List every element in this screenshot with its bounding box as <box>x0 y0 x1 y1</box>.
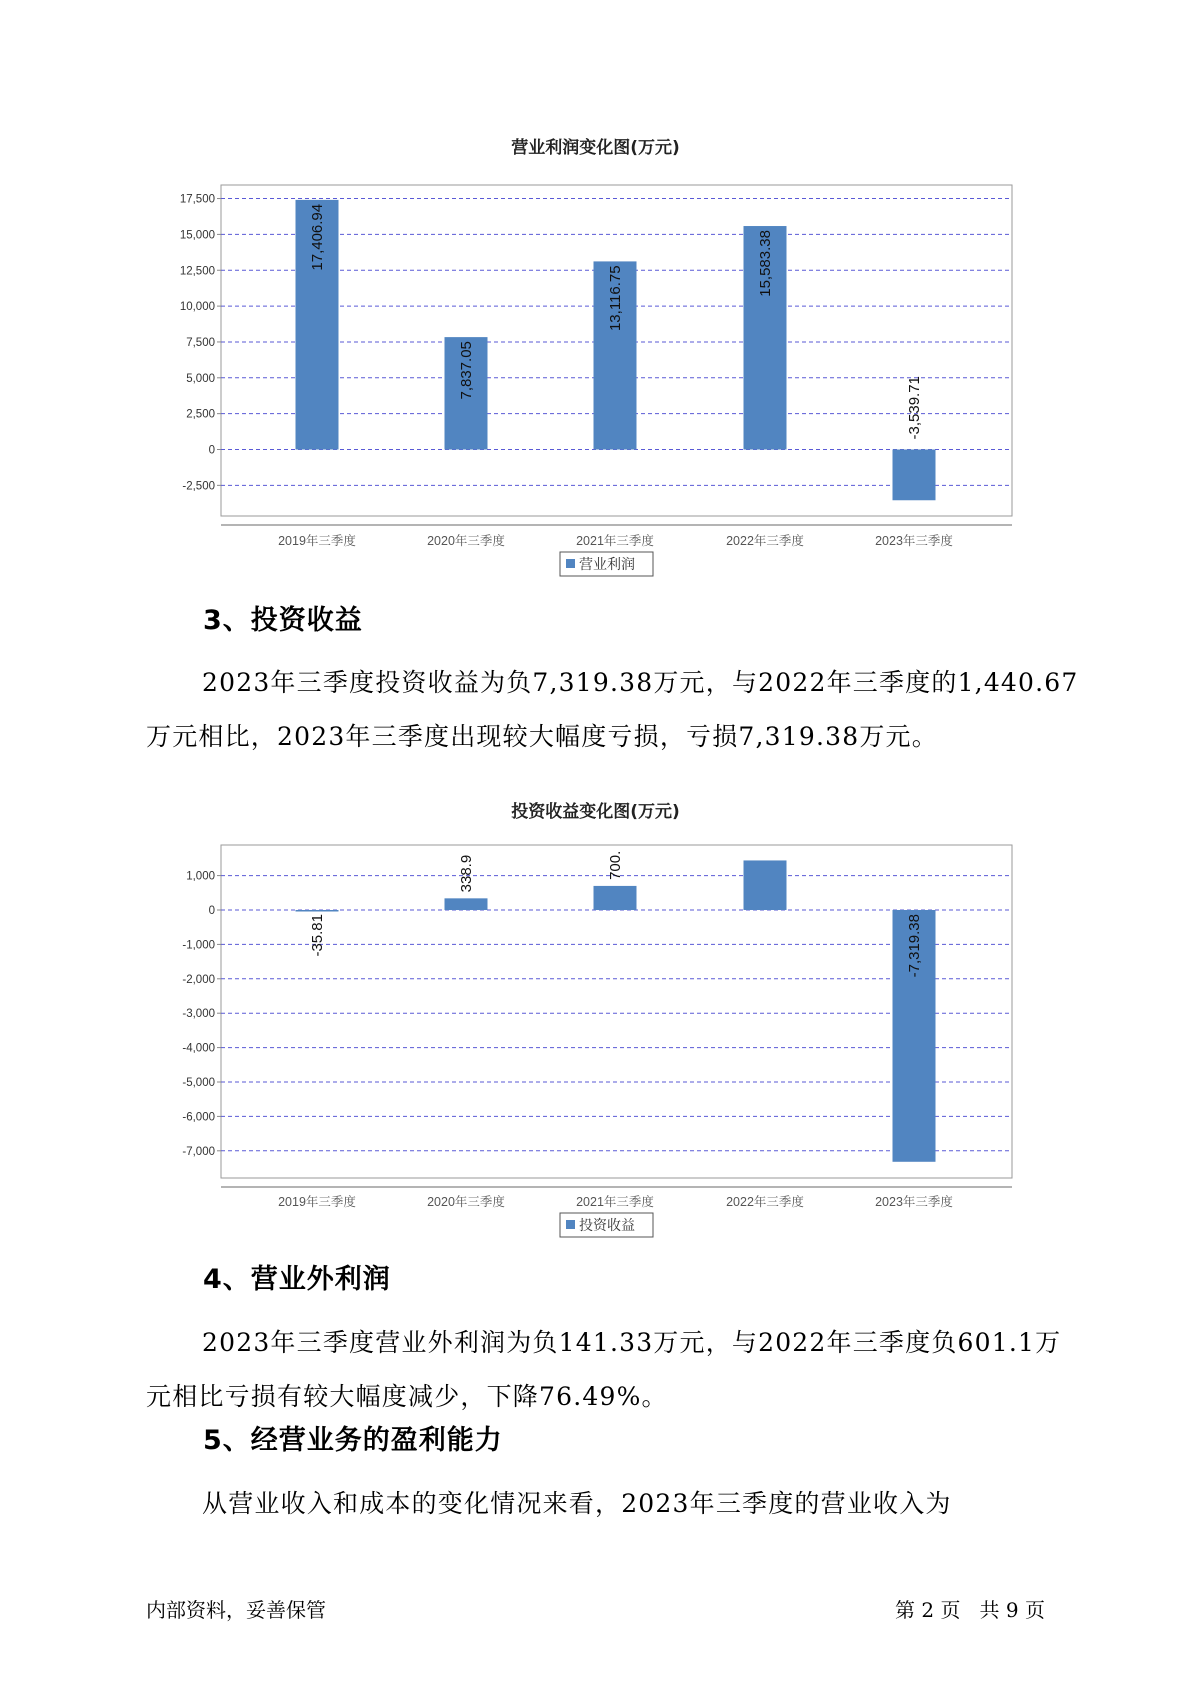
data-label: -7,319.38 <box>906 914 923 978</box>
section-heading-profitability: 5、经营业务的盈利能力 <box>203 1425 503 1456</box>
data-label: 338.9 <box>458 854 475 893</box>
y-tick-label: 15,000 <box>179 229 215 242</box>
legend <box>560 1213 653 1237</box>
y-tick-label: 7,500 <box>186 336 215 349</box>
data-label: -35.81 <box>309 914 326 957</box>
x-category-label: 2023年三季度 <box>875 534 953 548</box>
x-category-label: 2019年三季度 <box>278 1195 356 1209</box>
legend <box>560 552 653 576</box>
paragraph-non-operating-profit <box>146 1316 1076 1424</box>
y-tick-label: -1,000 <box>182 939 215 952</box>
y-tick-label: 0 <box>208 905 215 917</box>
bar <box>744 860 787 910</box>
data-label: 13,116.75 <box>607 265 624 332</box>
paragraph-investment-income <box>146 656 1079 764</box>
paragraph-line <box>146 1477 1076 1531</box>
data-label: 7,837.05 <box>458 341 475 400</box>
paragraph-text: 元相比亏损有较大幅度减少，下降76.49%。 <box>146 1382 668 1411</box>
paragraph-text: 万元相比，2023年三季度出现较大幅度亏损，亏损7,319.38万元。 <box>146 722 938 751</box>
bar <box>594 886 637 910</box>
y-tick-label: 2,500 <box>186 408 215 421</box>
y-tick-label: -2,000 <box>182 973 215 986</box>
paragraph-line <box>146 1316 1076 1370</box>
paragraph-text: 2023年三季度营业外利润为负141.33万元，与2022年三季度负601.1万 <box>202 1328 1062 1357</box>
y-tick-label: -7,000 <box>182 1145 215 1158</box>
y-tick-label: -5,000 <box>182 1077 215 1089</box>
chart-title-operating-profit: 营业利润变化图(万元) <box>511 138 680 158</box>
x-category-label: 2020年三季度 <box>427 534 505 548</box>
y-tick-label: 5,000 <box>186 372 215 385</box>
paragraph-text: 2023年三季度投资收益为负7,319.38万元，与2022年三季度的1,440.67 <box>202 668 1079 697</box>
x-category-label: 2022年三季度 <box>726 1195 804 1209</box>
footer-page-number: 第 2 页 共 9 页 <box>895 1598 1045 1622</box>
footer-left: 内部资料，妥善保管 <box>146 1598 326 1622</box>
y-tick-label: 12,500 <box>179 265 215 278</box>
x-category-label: 2019年三季度 <box>278 534 356 548</box>
investment-income-chart <box>0 830 1191 1233</box>
y-tick-label: -4,000 <box>182 1042 215 1055</box>
x-category-label: 2023年三季度 <box>875 1195 953 1209</box>
paragraph-line <box>146 710 1076 764</box>
bar <box>296 910 339 912</box>
data-label: 15,583.38 <box>757 230 774 297</box>
y-tick-label: 10,000 <box>179 301 215 314</box>
y-tick-label: -3,000 <box>182 1008 215 1021</box>
x-category-label: 2021年三季度 <box>576 1195 654 1209</box>
paragraph-text: 从营业收入和成本的变化情况来看，2023年三季度的营业收入为 <box>202 1489 952 1518</box>
chart-title-investment-income: 投资收益变化图(万元) <box>511 802 680 822</box>
bar <box>893 450 936 501</box>
paragraph-line <box>146 656 1079 710</box>
y-tick-label: -6,000 <box>182 1111 215 1124</box>
x-category-label: 2020年三季度 <box>427 1195 505 1209</box>
y-tick-label: 0 <box>208 444 215 457</box>
legend-swatch <box>566 1220 575 1229</box>
x-category-label: 2021年三季度 <box>576 534 654 548</box>
paragraph-profitability <box>146 1477 1076 1531</box>
bar <box>445 898 488 910</box>
legend-label: 投资收益 <box>579 1217 635 1233</box>
legend-swatch <box>566 559 575 568</box>
paragraph-line <box>146 1370 1076 1424</box>
y-tick-label: 17,500 <box>179 193 215 206</box>
section-heading-investment-income: 3、投资收益 <box>203 605 363 636</box>
y-tick-label: 1,000 <box>186 870 215 883</box>
data-label: 17,406.94 <box>309 203 326 271</box>
section-heading-non-operating-profit: 4、营业外利润 <box>203 1264 391 1295</box>
operating-profit-chart <box>0 170 1191 572</box>
y-tick-label: -2,500 <box>182 480 215 493</box>
legend-label: 营业利润 <box>579 556 635 572</box>
data-label: 700. <box>607 850 624 880</box>
x-category-label: 2022年三季度 <box>726 534 804 548</box>
data-label: -3,539.71 <box>906 376 923 440</box>
